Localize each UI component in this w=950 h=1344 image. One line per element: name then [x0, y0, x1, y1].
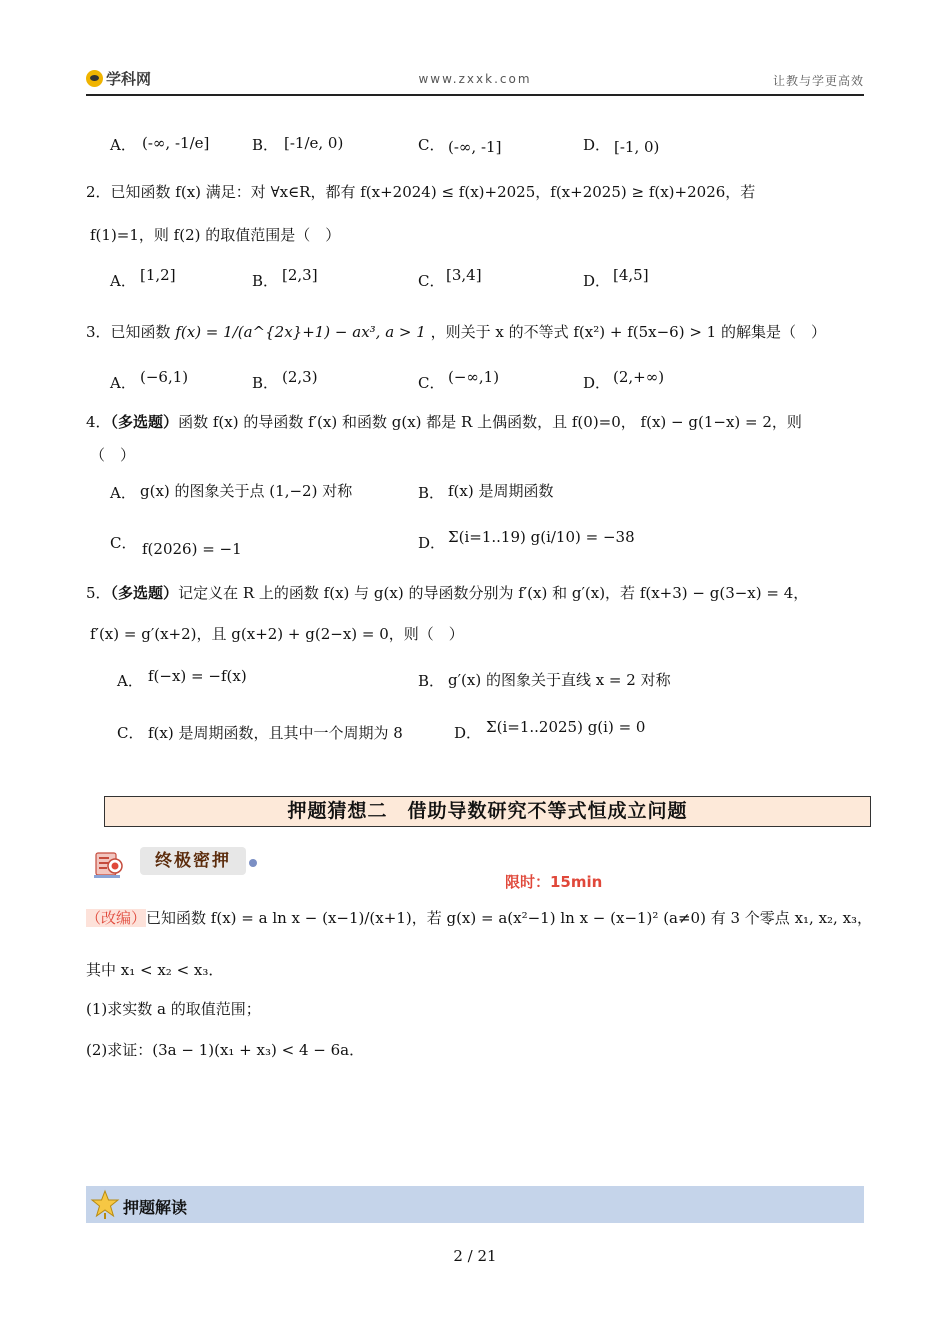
q1-option-b-label: B． — [252, 136, 279, 154]
q3-option-b-value: (2,3) — [282, 368, 318, 386]
logo-text: 学科网 — [106, 70, 152, 88]
q3-option-c-value: (−∞,1) — [448, 368, 500, 386]
q1-option-c-label: C． — [418, 136, 445, 154]
q5-option-d-value: Σ(i=1..2025) g(i) = 0 — [486, 718, 646, 736]
q2-option-b-label: B． — [252, 272, 279, 290]
q4-text: 函数 f(x) 的导函数 f′(x) 和函数 g(x) 都是 R 上偶函数，且 f(0)=0， f(x) − g(1−x) = 2，则 — [178, 413, 802, 431]
q3-option-c-label: C． — [418, 374, 445, 392]
q3-suffix: ，则关于 x 的不等式 f(x²) + f(5x−6) > 1 的解集是（ ） — [430, 323, 826, 341]
problem-line1 — [86, 908, 872, 928]
q2-option-d-value: [4,5] — [613, 266, 649, 284]
q4-option-b-label: B． — [418, 484, 445, 502]
site-url: www.zxxk.com — [418, 72, 532, 86]
q5-stem-line2: f′(x) = g′(x+2)，且 g(x+2) + g(2−x) = 0，则（ ） — [90, 625, 464, 643]
analysis-header-bar — [86, 1186, 864, 1223]
q5-option-a-label: A． — [117, 672, 143, 690]
q5-option-b-label: B． — [418, 672, 445, 690]
q4-stem-line1 — [86, 412, 802, 432]
q5-option-c-label: C． — [117, 724, 144, 742]
badge-dot — [249, 859, 257, 867]
q3-prefix: 3．已知函数 — [86, 323, 171, 341]
q3-option-d-label: D． — [583, 374, 611, 392]
q2-stem-line1: 2．已知函数 f(x) 满足：对 ∀x∈R，都有 f(x+2024) ≤ f(x)+2025，f(x+2025) ≥ f(x)+2026，若 — [86, 183, 756, 201]
final-prediction-badge: 终极密押 — [140, 847, 246, 875]
q4-option-c-label: C． — [110, 534, 137, 552]
adapted-tag: （改编） — [86, 909, 147, 927]
q1-option-c-value: (-∞, -1] — [448, 138, 502, 156]
q5-option-c-value: f(x) 是周期函数，且其中一个周期为 8 — [148, 724, 403, 742]
problem-text: 已知函数 f(x) = a ln x − (x−1)/(x+1)，若 g(x) = a(x²−1) ln x − (x−1)² (a≠0) 有 3 个零点 x₁, x₂, x₃， — [146, 909, 873, 927]
section-title-banner: 押题猜想二 借助导数研究不等式恒成立问题 — [104, 796, 871, 827]
problem-part2: (2)求证：(3a − 1)(x₁ + x₃) < 4 − 6a． — [86, 1041, 365, 1059]
q1-option-a-label: A． — [110, 136, 136, 154]
q3-function: f(x) = 1/(a^{2x}+1) − ax³, a > 1 — [175, 323, 426, 341]
q5-text: 记定义在 R 上的函数 f(x) 与 g(x) 的导函数分别为 f′(x) 和 g′(x)，若 f(x+3) − g(3−x) = 4， — [178, 584, 809, 602]
q2-option-a-label: A． — [110, 272, 136, 290]
q3-option-b-label: B． — [252, 374, 279, 392]
star-icon — [90, 1189, 120, 1219]
page-header — [86, 66, 864, 96]
q4-option-b-value: f(x) 是周期函数 — [448, 482, 554, 500]
q3-option-a-label: A． — [110, 374, 136, 392]
q5-option-a-value: f(−x) = −f(x) — [148, 667, 247, 685]
q3-option-a-value: (−6,1) — [140, 368, 189, 386]
q4-option-a-label: A． — [110, 484, 136, 502]
q4-option-a-value: g(x) 的图象关于点 (1,−2) 对称 — [140, 482, 353, 500]
q5-option-b-value: g′(x) 的图象关于直线 x = 2 对称 — [448, 671, 671, 689]
q1-option-a-value: (-∞, -1/e] — [142, 134, 210, 152]
q2-option-b-value: [2,3] — [282, 266, 318, 284]
q2-stem-line2: f(1)=1，则 f(2) 的取值范围是（ ） — [90, 226, 341, 244]
q5-number: 5． — [86, 584, 111, 602]
q4-option-d-value: Σ(i=1..19) g(i/10) = −38 — [448, 528, 635, 546]
analysis-label: 押题解读 — [123, 1198, 188, 1217]
q4-option-d-label: D． — [418, 534, 446, 552]
q4-multi-tag: （多选题） — [110, 413, 179, 431]
q2-option-d-label: D． — [583, 272, 611, 290]
problem-part1: (1)求实数 a 的取值范围； — [86, 1000, 261, 1018]
q1-option-b-value: [-1/e, 0) — [284, 134, 344, 152]
q2-option-c-label: C． — [418, 272, 445, 290]
q5-stem-line1 — [86, 583, 808, 603]
q1-option-d-label: D． — [583, 136, 611, 154]
problem-line2: 其中 x₁ < x₂ < x₃． — [86, 961, 224, 979]
target-icon — [94, 849, 124, 879]
page-number: 2 / 21 — [453, 1247, 497, 1265]
q2-option-c-value: [3,4] — [446, 266, 482, 284]
q2-option-a-value: [1,2] — [140, 266, 176, 284]
q5-option-d-label: D． — [454, 724, 482, 742]
q1-option-d-value: [-1, 0) — [614, 138, 660, 156]
q3-option-d-value: (2,+∞) — [613, 368, 665, 386]
q5-multi-tag: （多选题） — [110, 584, 179, 602]
q4-option-c-value: f(2026) = −1 — [142, 540, 242, 558]
q4-number: 4． — [86, 413, 111, 431]
q3-stem — [86, 322, 826, 342]
q4-stem-line2: （ ） — [90, 446, 136, 464]
time-limit: 限时：15min — [505, 873, 603, 891]
slogan: 让教与学更高效 — [772, 74, 864, 88]
